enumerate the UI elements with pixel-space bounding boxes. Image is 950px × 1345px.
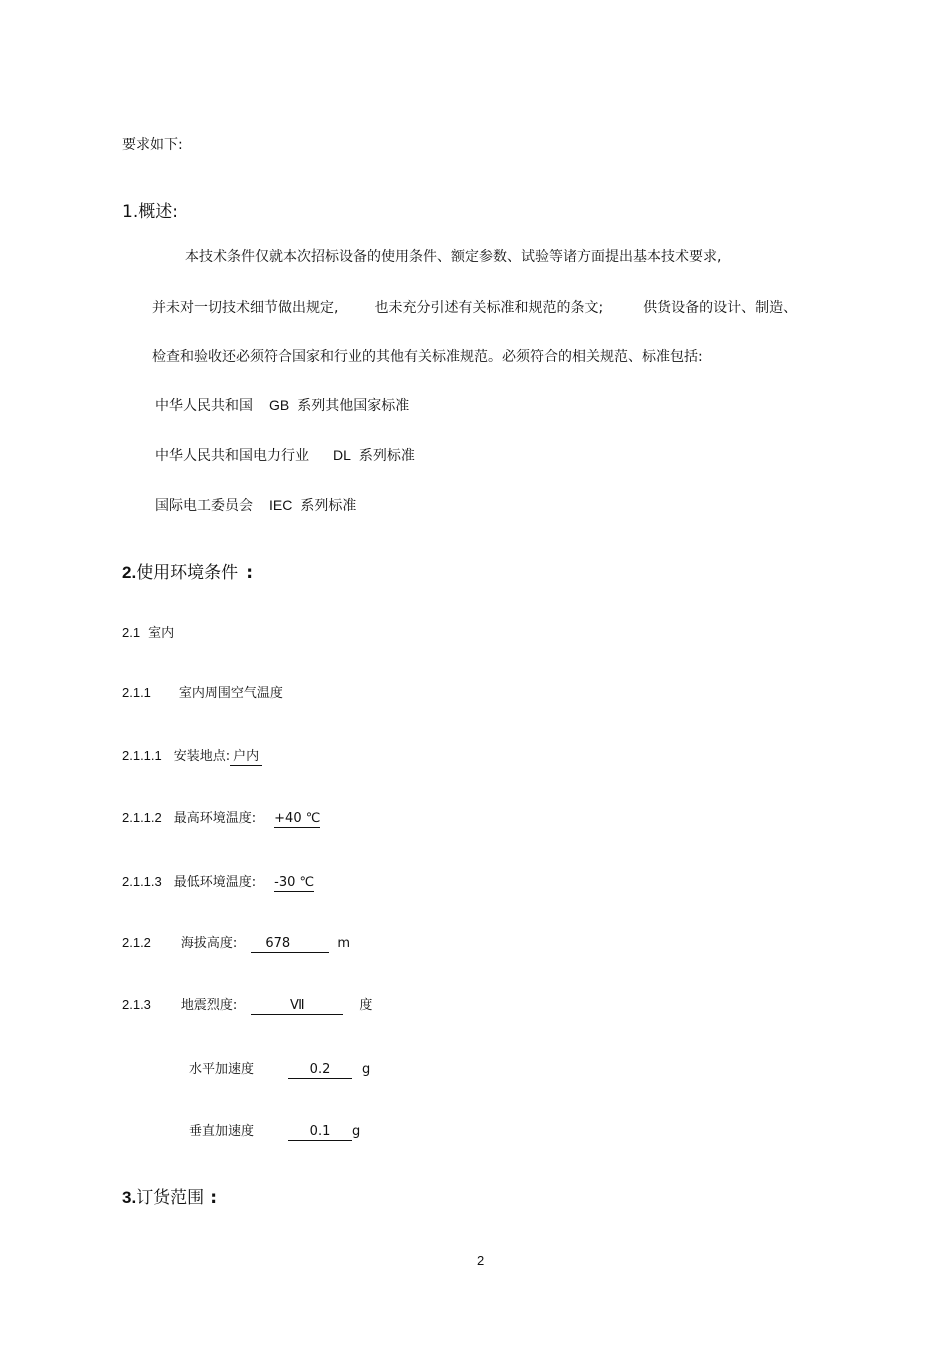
overview-line-3: 检查和验收还必须符合国家和行业的其他有关标准规范。必须符合的相关规范、标准包括: bbox=[152, 349, 703, 365]
section-2-colon: : bbox=[246, 563, 253, 583]
section-2-title bbox=[122, 558, 253, 583]
section-3-text: 订货范围 bbox=[136, 1188, 205, 1208]
standard-item bbox=[155, 395, 409, 415]
item-number: 2.1.1 bbox=[122, 685, 151, 700]
standard-code: DL bbox=[333, 447, 351, 463]
seismic-intensity-unit: 度 bbox=[359, 998, 373, 1013]
item-label: 垂直加速度 bbox=[189, 1124, 255, 1139]
section-1-title: 1.概述: bbox=[122, 202, 178, 222]
overview-line-1: 本技术条件仅就本次招标设备的使用条件、额定参数、试验等诸方面提出基本技术要求, bbox=[185, 249, 722, 265]
item-label: 海拔高度: bbox=[180, 936, 238, 951]
item-2-1 bbox=[122, 622, 174, 641]
item-label: 室内周围空气温度 bbox=[178, 686, 283, 701]
section-2-number: 2. bbox=[122, 563, 137, 582]
item-2-1-1-1 bbox=[122, 745, 262, 766]
item-number: 2.1.1.1 bbox=[122, 748, 162, 763]
item-label: 最高环境温度: bbox=[173, 811, 257, 826]
section-3-number: 3. bbox=[122, 1188, 137, 1207]
horizontal-acceleration bbox=[189, 1058, 370, 1079]
item-2-1-2 bbox=[122, 932, 350, 953]
standard-org: 中华人民共和国电力行业 bbox=[155, 448, 309, 464]
overview-line-2-part-a: 并未对一切技术细节做出规定, bbox=[152, 300, 339, 316]
standard-org: 中华人民共和国 bbox=[155, 398, 253, 414]
overview-line-2-part-b: 也未充分引述有关标准和规范的条文; bbox=[374, 300, 604, 316]
item-2-1-3 bbox=[122, 994, 372, 1015]
vertical-acceleration-unit: g bbox=[352, 1124, 361, 1139]
overview-line-2-part-c: 供货设备的设计、制造、 bbox=[643, 300, 798, 316]
item-number: 2.1.1.3 bbox=[122, 874, 162, 889]
standard-desc: 系列其他国家标准 bbox=[297, 398, 410, 414]
horizontal-acceleration-value: 0.2 bbox=[288, 1062, 352, 1079]
item-number: 2.1.3 bbox=[122, 997, 151, 1012]
section-2-text: 使用环境条件 bbox=[136, 563, 239, 583]
item-2-1-1 bbox=[122, 682, 283, 701]
horizontal-acceleration-unit: g bbox=[362, 1062, 371, 1077]
item-number: 2.1.1.2 bbox=[122, 810, 162, 825]
standard-org: 国际电工委员会 bbox=[155, 498, 253, 514]
section-3-title bbox=[122, 1183, 217, 1208]
max-temperature-value: +40 ℃ bbox=[274, 811, 321, 826]
vertical-acceleration-value: 0.1 bbox=[288, 1124, 352, 1141]
page-number: 2 bbox=[477, 1253, 485, 1268]
item-number: 2.1 bbox=[122, 625, 141, 640]
item-label: 地震烈度: bbox=[180, 998, 238, 1013]
section-3-colon: : bbox=[210, 1188, 217, 1208]
min-temperature-value: -30 ℃ bbox=[274, 875, 315, 890]
standard-code: IEC bbox=[269, 497, 293, 513]
item-2-1-1-3 bbox=[122, 871, 314, 892]
standard-desc: 系列标准 bbox=[300, 498, 357, 514]
vertical-acceleration bbox=[189, 1120, 360, 1141]
altitude-value: 678 bbox=[251, 936, 329, 953]
standard-item bbox=[155, 445, 415, 465]
standard-code: GB bbox=[269, 397, 290, 413]
item-label: 最低环境温度: bbox=[173, 875, 257, 890]
intro-text: 要求如下: bbox=[122, 137, 183, 153]
item-number: 2.1.2 bbox=[122, 935, 151, 950]
overview-line-2 bbox=[152, 297, 797, 317]
install-location-value: 户内 bbox=[230, 749, 262, 766]
standard-item bbox=[155, 495, 356, 515]
seismic-intensity-value: Ⅶ bbox=[251, 998, 343, 1015]
standard-desc: 系列标准 bbox=[358, 448, 415, 464]
item-2-1-1-2 bbox=[122, 807, 320, 828]
item-label: 水平加速度 bbox=[189, 1062, 255, 1077]
item-label: 室内 bbox=[148, 626, 175, 641]
item-label: 安装地点: bbox=[173, 749, 231, 764]
altitude-unit: m bbox=[337, 936, 350, 951]
